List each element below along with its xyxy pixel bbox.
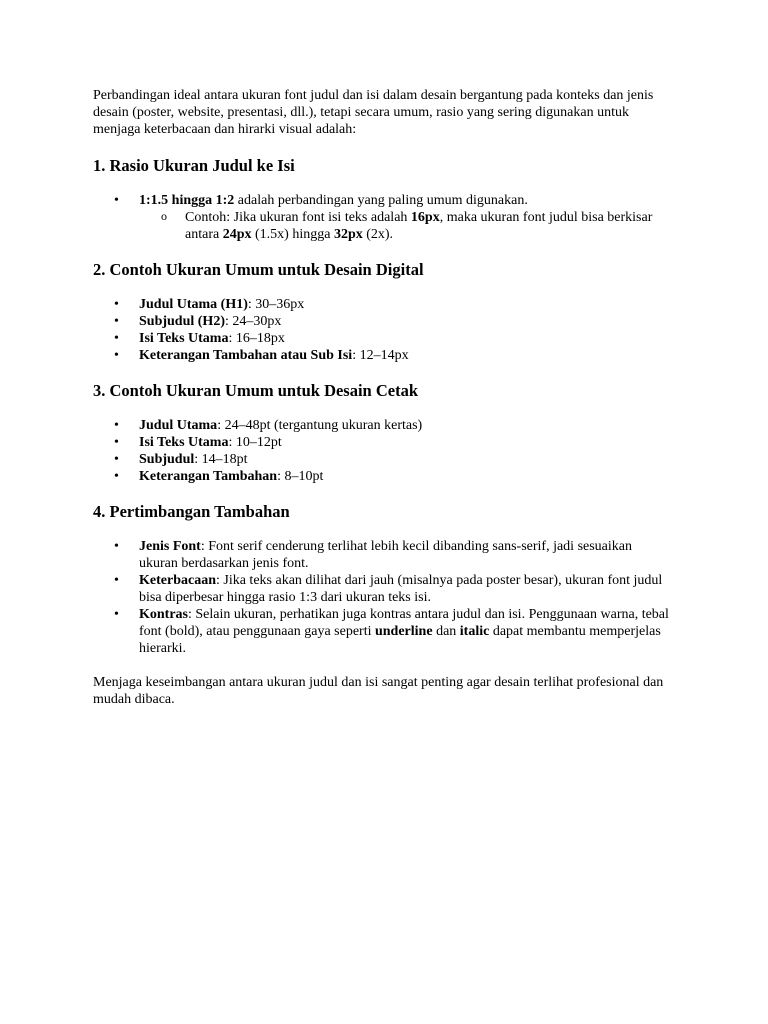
document-page [93, 87, 673, 708]
section-3-list [93, 417, 673, 485]
list-item [93, 434, 673, 451]
section-2-list [93, 296, 673, 364]
list-item [93, 192, 673, 243]
sub-bold: 24px [222, 227, 252, 242]
intro-paragraph: Perbandingan ideal antara ukuran font judul dan isi dalam desain bergantung pada konteks dan jenis desain (poster, website, presentasi, dll.), tetapi secara umum, rasio yang sering digunakan untuk menjaga keterbacaan dan hirarki visual adalah: [93, 88, 654, 137]
list-item [93, 296, 673, 313]
item-text: : 8–10pt [277, 469, 324, 484]
section-3-heading: 3. Contoh Ukuran Umum untuk Desain Cetak [93, 381, 419, 400]
sub-text: (2x). [362, 227, 394, 242]
section-2-heading: 2. Contoh Ukuran Umum untuk Desain Digital [93, 260, 424, 279]
sub-bold: 32px [333, 227, 363, 242]
item-label: Keterbacaan [139, 573, 216, 588]
sub-text: Contoh: Jika ukuran font isi teks adalah [185, 210, 411, 225]
item-label: Kontras [139, 607, 188, 622]
item-text: adalah perbandingan yang paling umum digunakan. [234, 193, 528, 208]
item-label: Judul Utama [139, 418, 218, 433]
sub-list-item [139, 209, 673, 243]
item-label: Judul Utama (H1) [139, 297, 248, 312]
item-label: Keterangan Tambahan atau Sub Isi [139, 348, 353, 363]
list-item [93, 468, 673, 485]
item-label: Isi Teks Utama [139, 435, 229, 450]
section-1-heading: 1. Rasio Ukuran Judul ke Isi [93, 156, 295, 175]
sub-list [139, 209, 673, 243]
list-item [93, 313, 673, 330]
item-text: : 24–30px [224, 314, 282, 329]
item-text: : Selain ukuran, perhatikan juga kontras antara judul dan isi. Penggunaan warna, tebal font (bold), atau penggunaan gaya seperti [139, 607, 669, 639]
item-bold: italic [459, 624, 490, 639]
section-1-list [93, 192, 673, 243]
list-item [93, 417, 673, 434]
list-item [93, 606, 673, 657]
item-text: : 14–18pt [194, 452, 248, 467]
item-label: Jenis Font [139, 539, 201, 554]
sub-text: , maka ukuran font judul bisa berkisar antara [185, 210, 653, 242]
list-item [93, 330, 673, 347]
item-label: 1:1.5 hingga 1:2 [139, 193, 235, 208]
item-text: : 10–12pt [228, 435, 282, 450]
item-bold: underline [374, 624, 433, 639]
list-item [93, 347, 673, 364]
list-item [93, 451, 673, 468]
sub-bold: 16px [410, 210, 440, 225]
item-text: : Jika teks akan dilihat dari jauh (misalnya pada poster besar), ukuran font judul bisa diperbesar hingga rasio 1:3 dari ukuran teks isi. [139, 573, 663, 605]
item-text: dan [432, 624, 460, 639]
item-text: : 24–48pt (tergantung ukuran kertas) [217, 418, 423, 433]
item-text: : Font serif cenderung terlihat lebih kecil dibanding sans-serif, jadi sesuaikan ukuran berdasarkan jenis font. [139, 539, 632, 571]
section-4-heading: 4. Pertimbangan Tambahan [93, 502, 290, 521]
list-item [93, 538, 673, 572]
closing-paragraph: Menjaga keseimbangan antara ukuran judul dan isi sangat penting agar desain terlihat profesional dan mudah dibaca. [93, 675, 664, 707]
sub-text: (1.5x) hingga [251, 227, 334, 242]
item-text: : 16–18px [228, 331, 285, 346]
section-4-list [93, 538, 673, 657]
item-label: Keterangan Tambahan [139, 469, 278, 484]
item-label: Isi Teks Utama [139, 331, 229, 346]
item-text: : 30–36px [247, 297, 305, 312]
list-item [93, 572, 673, 606]
item-label: Subjudul (H2) [139, 314, 225, 329]
item-text: : 12–14px [352, 348, 409, 363]
item-text: dapat membantu memperjelas hierarki. [139, 624, 661, 656]
item-label: Subjudul [139, 452, 195, 467]
